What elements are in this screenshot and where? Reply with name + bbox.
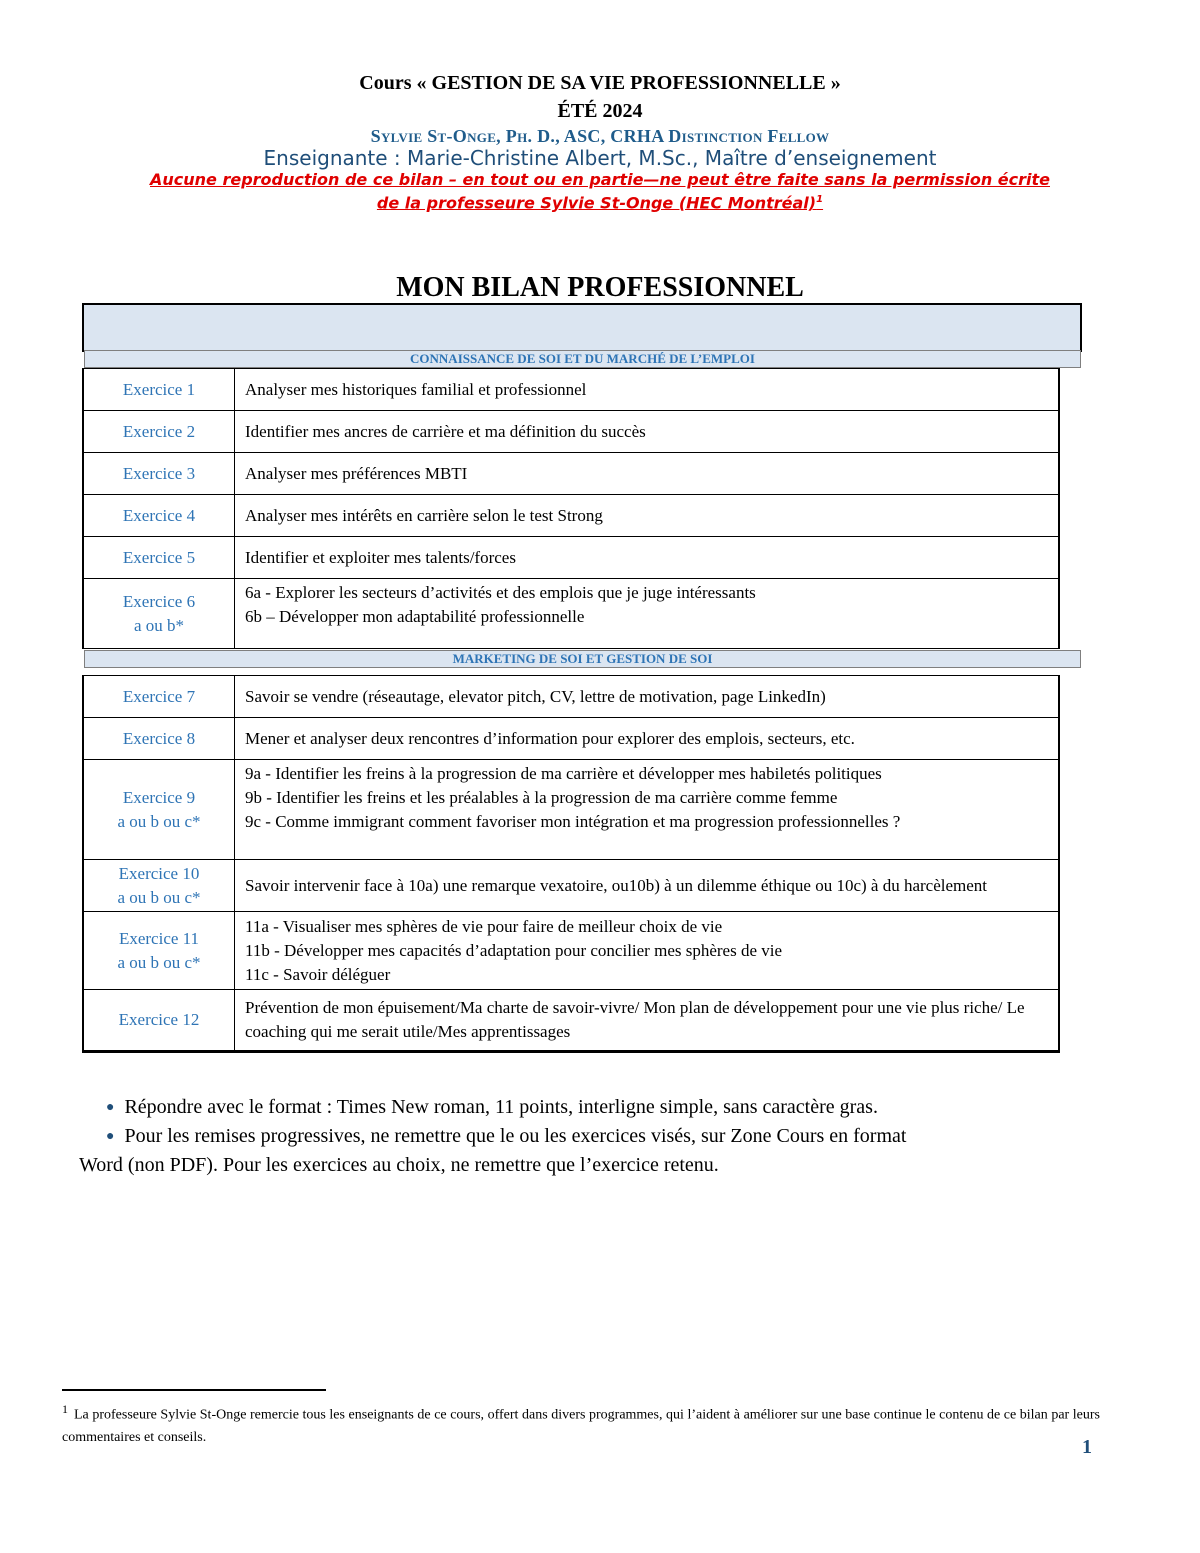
exercise-description: Analyser mes préférences MBTI [235, 453, 1060, 495]
footnote-number: 1 [62, 1402, 68, 1416]
notice-line-2: de la professeure Sylvie St-Onge (HEC Montréal) [376, 193, 817, 213]
exercise-label[interactable]: Exercice 3 [83, 453, 235, 495]
exercise-description: Savoir se vendre (réseautage, elevator pitch, CV, lettre de motivation, page LinkedIn) [235, 676, 1060, 718]
section-table-marketing [82, 675, 1060, 1053]
page-number: 1 [1082, 1436, 1092, 1458]
session-label: ÉTÉ 2024 [557, 100, 643, 122]
exercise-description: 6a - Explorer les secteurs d’activités et des emplois que je juge intéressants 6b – Développer mon adaptabilité professionnelle [235, 579, 1060, 649]
table-row [83, 579, 1059, 649]
exercise-label[interactable]: Exercice 12 [83, 990, 235, 1052]
exercise-description: Identifier mes ancres de carrière et ma définition du succès [235, 411, 1060, 453]
exercise-description: Mener et analyser deux rencontres d’information pour explorer des emplois, secteurs, etc. [235, 718, 1060, 760]
exercise-label[interactable]: Exercice 7 [83, 676, 235, 718]
exercise-label[interactable]: Exercice 11 a ou b ou c* [83, 912, 235, 990]
author-line: Sylvie St-Onge, Ph. D., ASC, CRHA Distinction Fellow [370, 126, 830, 146]
exercise-label[interactable]: Exercice 2 [83, 411, 235, 453]
notice-line-1: Aucune reproduction de ce bilan – en tout ou en partie—ne peut être faite sans la permission écrite [150, 170, 1050, 189]
exercise-description: Analyser mes historiques familial et professionnel [235, 369, 1060, 411]
exercise-label[interactable]: Exercice 4 [83, 495, 235, 537]
exercise-label[interactable]: Exercice 6 a ou b* [83, 579, 235, 649]
table-row [83, 760, 1059, 860]
exercise-label[interactable]: Exercice 9 a ou b ou c* [83, 760, 235, 860]
bullet-icon: ● [106, 1129, 115, 1144]
table-row [83, 453, 1059, 495]
table-row [83, 676, 1059, 718]
table-row [83, 990, 1059, 1052]
exercise-description: Identifier et exploiter mes talents/forces [235, 537, 1060, 579]
exercise-label[interactable]: Exercice 8 [83, 718, 235, 760]
section-table-knowledge [82, 368, 1060, 649]
teacher-line: Enseignante : Marie-Christine Albert, M.Sc., Maître d’enseignement [263, 146, 937, 170]
table-row [83, 411, 1059, 453]
table-row [83, 369, 1059, 411]
footnote [62, 1398, 1100, 1449]
list-item-continuation: Word (non PDF). Pour les exercices au choix, ne remettre que l’exercice retenu. [79, 1154, 719, 1176]
exercise-label[interactable]: Exercice 10 a ou b ou c* [83, 860, 235, 912]
instructions-list [79, 1093, 1068, 1179]
table-row [83, 495, 1059, 537]
exercise-description: Analyser mes intérêts en carrière selon le test Strong [235, 495, 1060, 537]
bullet-icon: ● [106, 1100, 115, 1115]
footnote-divider [62, 1389, 326, 1391]
copyright-notice [100, 170, 1100, 213]
exercise-label[interactable]: Exercice 1 [83, 369, 235, 411]
course-title: Cours « GESTION DE SA VIE PROFESSIONNELLE » [359, 72, 841, 94]
list-item: ● Répondre avec le format : Times New roman, 11 points, interligne simple, sans caractère gras. [106, 1096, 878, 1118]
exercise-description: Savoir intervenir face à 10a) une remarque vexatoire, ou10b) à un dilemme éthique ou 10c) à du harcèlement [235, 860, 1060, 912]
exercise-label[interactable]: Exercice 5 [83, 537, 235, 579]
exercise-description: Prévention de mon épuisement/Ma charte de savoir-vivre/ Mon plan de développement pour une vie plus riche/ Le coaching qui me serait utile/Mes apprentissages [235, 990, 1060, 1052]
exercise-description: 9a - Identifier les freins à la progression de ma carrière et développer mes habiletés politiques 9b - Identifier les freins et les préalables à la progression de ma carrière comme femme 9c - Comme immigrant comment favoriser mon intégration et ma progression professionnelles ? [235, 760, 1060, 860]
section-header-knowledge: CONNAISSANCE DE SOI ET DU MARCHÉ DE L’EMPLOI [84, 350, 1081, 368]
table-header-band [82, 303, 1082, 352]
footnote-ref[interactable]: 1 [816, 194, 824, 205]
section-header-marketing: MARKETING DE SOI ET GESTION DE SOI [84, 650, 1081, 668]
footnote-text: La professeure Sylvie St-Onge remercie tous les enseignants de ce cours, offert dans divers programmes, qui l’aident à améliorer sur une base continue le contenu de ce bilan par leurs commentaires et conseils. [62, 1407, 1100, 1445]
list-item: ● Pour les remises progressives, ne remettre que le ou les exercices visés, sur Zone Cours en format [106, 1125, 907, 1147]
exercise-description: 11a - Visualiser mes sphères de vie pour faire de meilleur choix de vie 11b - Développer mes capacités d’adaptation pour concilier mes sphères de vie 11c - Savoir déléguer [235, 912, 1060, 990]
table-row [83, 912, 1059, 990]
table-row [83, 860, 1059, 912]
table-row [83, 537, 1059, 579]
table-row [83, 718, 1059, 760]
document-title: MON BILAN PROFESSIONNEL [396, 272, 804, 303]
